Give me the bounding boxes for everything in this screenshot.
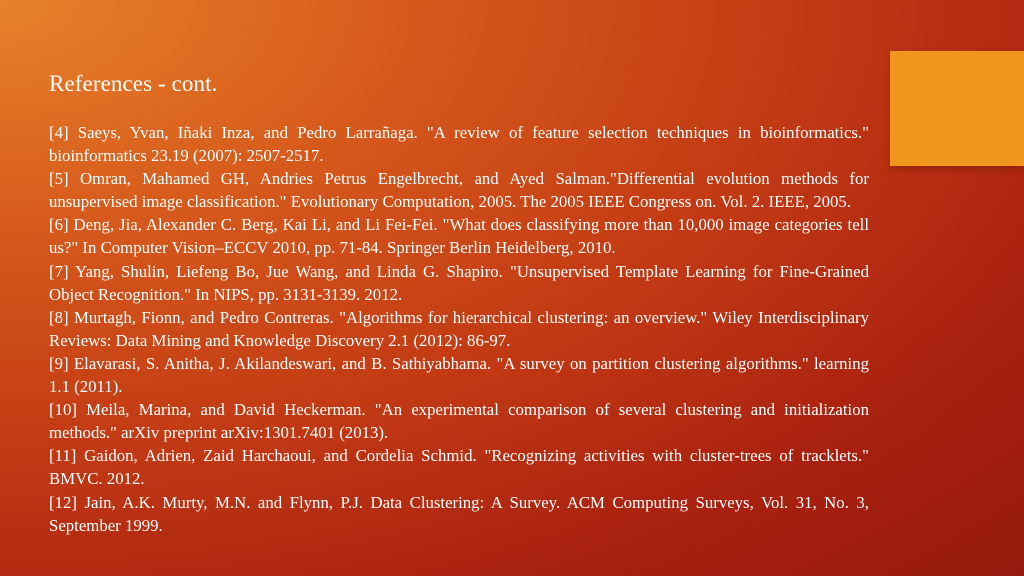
reference-item-9: [9] Elavarasi, S. Anitha, J. Akilandeswari, and B. Sathiyabhama. "A survey on partition clustering algorithms." learning 1.1 (2011). xyxy=(49,353,869,397)
reference-item-12: [12] Jain, A.K. Murty, M.N. and Flynn, P.J. Data Clustering: A Survey. ACM Computing Surveys, Vol. 31, No. 3, September 1999. xyxy=(49,492,869,535)
reference-item-6: [6] Deng, Jia, Alexander C. Berg, Kai Li, and Li Fei-Fei. "What does classifying more than 10,000 image categories tell us?" In Computer Vision–ECCV 2010, pp. 71-84. Springer Berlin Heidelberg, 2010. xyxy=(49,215,869,258)
slide-title: References - cont. xyxy=(49,71,218,96)
reference-item-11: [11] Gaidon, Adrien, Zaid Harchaoui, and Cordelia Schmid. "Recognizing activities with cluster-trees of tracklets." BMVC. 2012. xyxy=(49,446,869,489)
reference-item-7: [7] Yang, Shulin, Liefeng Bo, Jue Wang, and Linda G. Shapiro. "Unsupervised Template Learning for Fine-Grained Object Recognition." In NIPS, pp. 3131-3139. 2012. xyxy=(49,261,869,304)
reference-item-8: [8] Murtagh, Fionn, and Pedro Contreras. "Algorithms for hierarchical clustering: an overview." Wiley Interdisciplinary Reviews: Data Mining and Knowledge Discovery 2.1 (2012): 86-97. xyxy=(49,307,869,350)
reference-item-5: [5] Omran, Mahamed GH, Andries Petrus Engelbrecht, and Ayed Salman."Differential evolution methods for unsupervised image classification." Evolutionary Computation, 2005. The 2005 IEEE Congress on. Vol. 2. IEEE, 2005. xyxy=(49,169,869,212)
accent-square xyxy=(890,51,1024,166)
reference-item-4: [4] Saeys, Yvan, Iñaki Inza, and Pedro Larrañaga. "A review of feature selection techniques in bioinformatics." bioinformatics 23.19 (2007): 2507-2517. xyxy=(49,123,869,166)
reference-list xyxy=(49,121,869,537)
reference-item-10: [10] Meila, Marina, and David Heckerman. "An experimental comparison of several clustering and initialization methods." arXiv preprint arXiv:1301.7401 (2013). xyxy=(49,400,869,443)
